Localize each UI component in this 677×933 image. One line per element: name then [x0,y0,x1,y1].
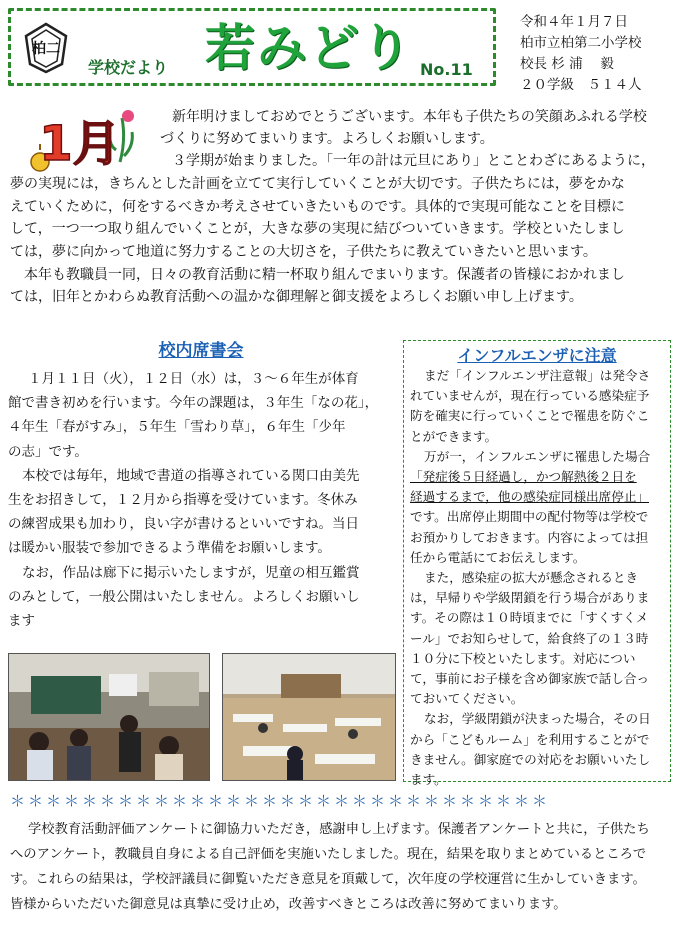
influenza-line: 任から電話にてお伝えします。 [410,549,586,565]
school-info [520,12,670,96]
influenza-line: は，早帰りや学級閉鎖を行う場合がありま [410,590,650,606]
star-separator: ＊＊＊＊＊＊＊＊＊＊＊＊＊＊＊＊＊＊＊＊＊＊＊＊＊＊＊＊＊＊ [10,792,551,810]
influenza-line: 万が一，インフルエンザに罹患した場合 [424,448,651,464]
calligraphy-title: 校内席書会 [158,341,244,361]
school-name: 柏市立柏第二小学校 [520,35,642,51]
influenza-line: て，事前にお子様を含め御家族で話し合っ [410,671,650,687]
influenza-line: ます。 [410,772,447,788]
newsletter-title: 若みどり [205,19,413,77]
gym-photo [222,653,396,781]
intro-line-2: づくりに努めてまいります。よろしくお願いします。 [160,131,494,147]
influenza-line: す。その際は１０時頃までに「すくすくメ [410,610,649,626]
survey-line-1: 学校教育活動評価アンケートに御協力いただき，感謝申し上げます。保護者アンケートと共に，子供たち [28,822,650,837]
calligraphy-line: のみとして，一般公開はいたしません。よろしくお願いし [8,588,360,605]
influenza-line: です。出席停止期間中の配付物等は学校で [410,509,649,525]
influenza-title: インフルエンザに注意 [457,346,617,365]
intro-line-8: 本年も教職員一同，日々の教育活動に精一杯取り組んでまいります。保護者の皆様におかれまし [24,267,625,283]
influenza-line: お預かりしておきます。内容によっては担 [410,529,649,545]
school-newsletter-label: 学校だより [88,58,169,77]
intro-line-6: して，一つ一つ取り組んでいくことが，大きな夢の実現に結びついていきます。学校といたしまし [10,221,625,237]
calligraphy-line: は暖かい服装で参加できるよう準備をお願いします。 [8,540,331,557]
issue-date: 令和４年１月７日 [520,14,628,30]
calligraphy-line: ４年生「春がすみ」，５年生「雪わり草」，６年生「少年 [8,419,346,436]
influenza-line: れていませんが，現在行っている感染症予 [410,388,650,404]
calligraphy-line: なお，作品は廊下に掲示いたしますが，児童の相互鑑賞 [22,564,360,581]
calligraphy-section [8,336,394,633]
influenza-line: ール」でお知らせして，給食終了の１３時 [410,630,649,646]
school-emblem-icon [22,22,70,74]
intro-line-1: 新年明けましておめでとうございます。本年も子供たちの笑顔あふれる学校 [172,109,647,125]
intro-line-9: ては，旧年とかわらぬ教育活動への温かな御理解と御支援をよろしくお願い申し上げます。 [10,289,583,305]
emblem-text: 柏二 [32,41,60,57]
month-label: 1月 [39,116,121,172]
calligraphy-line: １月１１日（火），１２日（水）は，３～６年生が体育 [28,371,359,387]
survey-line-3: す。これらの結果は，学校評議員に御覧いただき意見を頂戴して，次年度の学校運営に生かしていきます。 [10,872,646,887]
influenza-line: まだ「インフルエンザ注意報」は発令さ [424,368,651,383]
influenza-line: とができます。 [410,428,498,444]
intro-line-3: ３学期が始まりました。「一年の計は元旦にあり」とことわざにあるように， [172,153,655,169]
month-badge [28,100,138,180]
intro-line-7: ては，夢に向かって地道に努力することの大切さを，子供たちに教えていきたいと思います。 [10,244,597,260]
influenza-line: また，感染症の拡大が懸念されるとき [424,570,639,586]
calligraphy-line: 生をお招きして，１２月から指導を受けています。冬休み [8,492,358,509]
class-count: ２０学級 ５１４人 [520,77,642,93]
influenza-line: １０分に下校といたします。対応につい [410,650,636,666]
calligraphy-line: 館で書き初めを行います。今年の課題は，３年生「なの花」， [8,395,379,412]
classroom-photo [8,653,210,781]
survey-line-4: 皆様からいただいた御意見は真摯に受け止め，改善すべきところは改善に努めてまいります。 [10,897,567,912]
influenza-line: ておいてください。 [410,691,524,707]
plum-flower-icon [122,110,134,122]
calligraphy-line: 本校では毎年，地域で書道の指導されている関口由美先 [22,467,360,484]
influenza-line: なお，学級閉鎖が決まった場合，その日 [424,711,651,727]
survey-line-2: へのアンケート，教職員自身による自己評価を実施いたしました。現在，結果を取りまとめているところで [10,847,647,862]
influenza-line: から「こどもルーム」を利用することがで [410,731,650,747]
principal-name: 校長 杉 浦 毅 [520,56,614,72]
intro-line-5: えていくために，何をするべきか考えさせていきたいものです。具体的で実現可能なことを目標に [10,199,625,215]
influenza-line: 経過するまで，他の感染症同様出席停止」 [410,489,650,505]
influenza-notice-box [403,340,671,788]
influenza-line: 「発症後５日経過し，かつ解熱後２日を [410,469,637,485]
intro-line-4: 夢の実現には，きちんとした計画を立てて実行していくことが大切です。子供たちには，夢をかな [10,176,625,192]
calligraphy-line: の志」です。 [8,443,88,460]
influenza-text [404,366,670,790]
calligraphy-line: の練習成果も加わり，良い字が書けるといいですね。当日 [8,516,359,533]
calligraphy-line: ます [8,613,35,630]
influenza-line: 防を確実に行っていくことで罹患を防ぐこ [410,408,650,424]
issue-number: No.11 [420,60,473,79]
influenza-line: きません。御家庭での対応をお願いいたし [410,751,651,767]
